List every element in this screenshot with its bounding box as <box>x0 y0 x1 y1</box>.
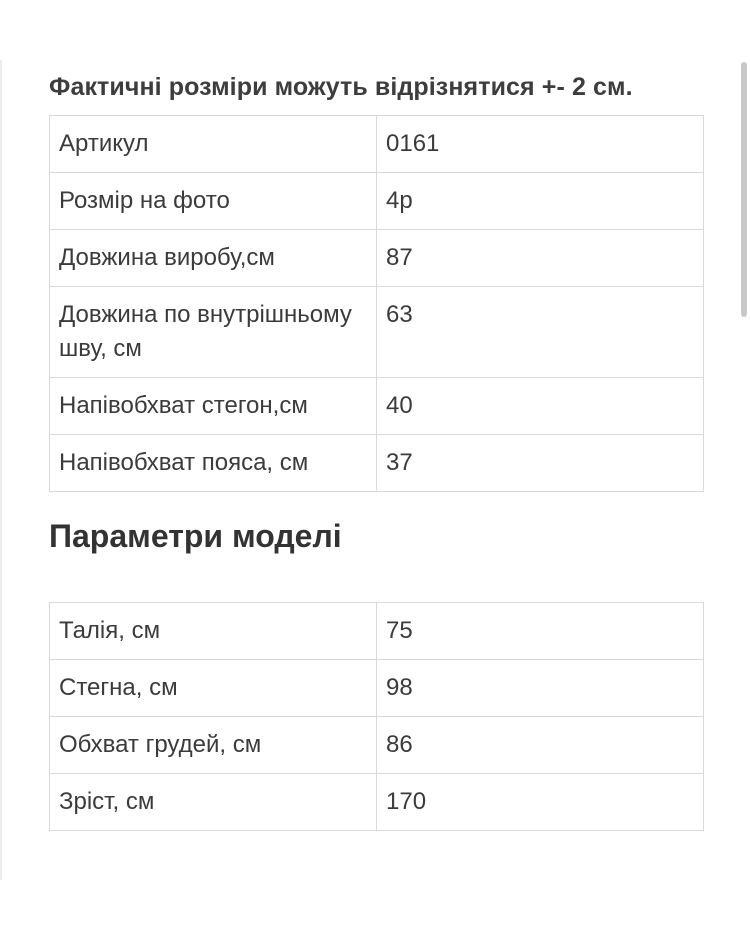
detail-value-length: 87 <box>377 230 704 287</box>
detail-value-half-hip: 40 <box>377 378 704 435</box>
model-label-waist: Талія, см <box>50 603 377 660</box>
model-value-hips: 98 <box>377 660 704 717</box>
size-tolerance-note: Фактичні розміри можуть відрізнятися +- 2 см. <box>49 73 633 101</box>
table-row <box>50 603 704 660</box>
table-row <box>50 435 704 492</box>
model-value-bust: 86 <box>377 717 704 774</box>
detail-label-half-hip: Напівобхват стегон,см <box>50 378 377 435</box>
table-row <box>50 230 704 287</box>
model-params-heading: Параметри моделі <box>49 518 342 554</box>
page-left-divider <box>0 60 2 880</box>
table-row <box>50 287 704 378</box>
table-row <box>50 116 704 173</box>
table-row <box>50 774 704 831</box>
detail-value-article: 0161 <box>377 116 704 173</box>
model-label-bust: Обхват грудей, см <box>50 717 377 774</box>
detail-label-article: Артикул <box>50 116 377 173</box>
table-row <box>50 378 704 435</box>
model-params-table <box>49 602 704 831</box>
detail-value-inseam: 63 <box>377 287 704 378</box>
detail-label-length: Довжина виробу,см <box>50 230 377 287</box>
product-size-info <box>49 66 703 831</box>
detail-value-half-waist: 37 <box>377 435 704 492</box>
scrollbar-thumb[interactable] <box>741 62 747 317</box>
model-label-height: Зріст, см <box>50 774 377 831</box>
size-details-table <box>49 115 704 492</box>
table-row <box>50 173 704 230</box>
detail-label-half-waist: Напівобхват пояса, см <box>50 435 377 492</box>
model-label-hips: Стегна, см <box>50 660 377 717</box>
model-value-waist: 75 <box>377 603 704 660</box>
detail-label-photo-size: Розмір на фото <box>50 173 377 230</box>
detail-label-inseam: Довжина по внутрішньому шву, см <box>50 287 377 378</box>
table-row <box>50 717 704 774</box>
table-row <box>50 660 704 717</box>
model-value-height: 170 <box>377 774 704 831</box>
detail-value-photo-size: 4р <box>377 173 704 230</box>
scrollbar[interactable] <box>738 0 750 945</box>
